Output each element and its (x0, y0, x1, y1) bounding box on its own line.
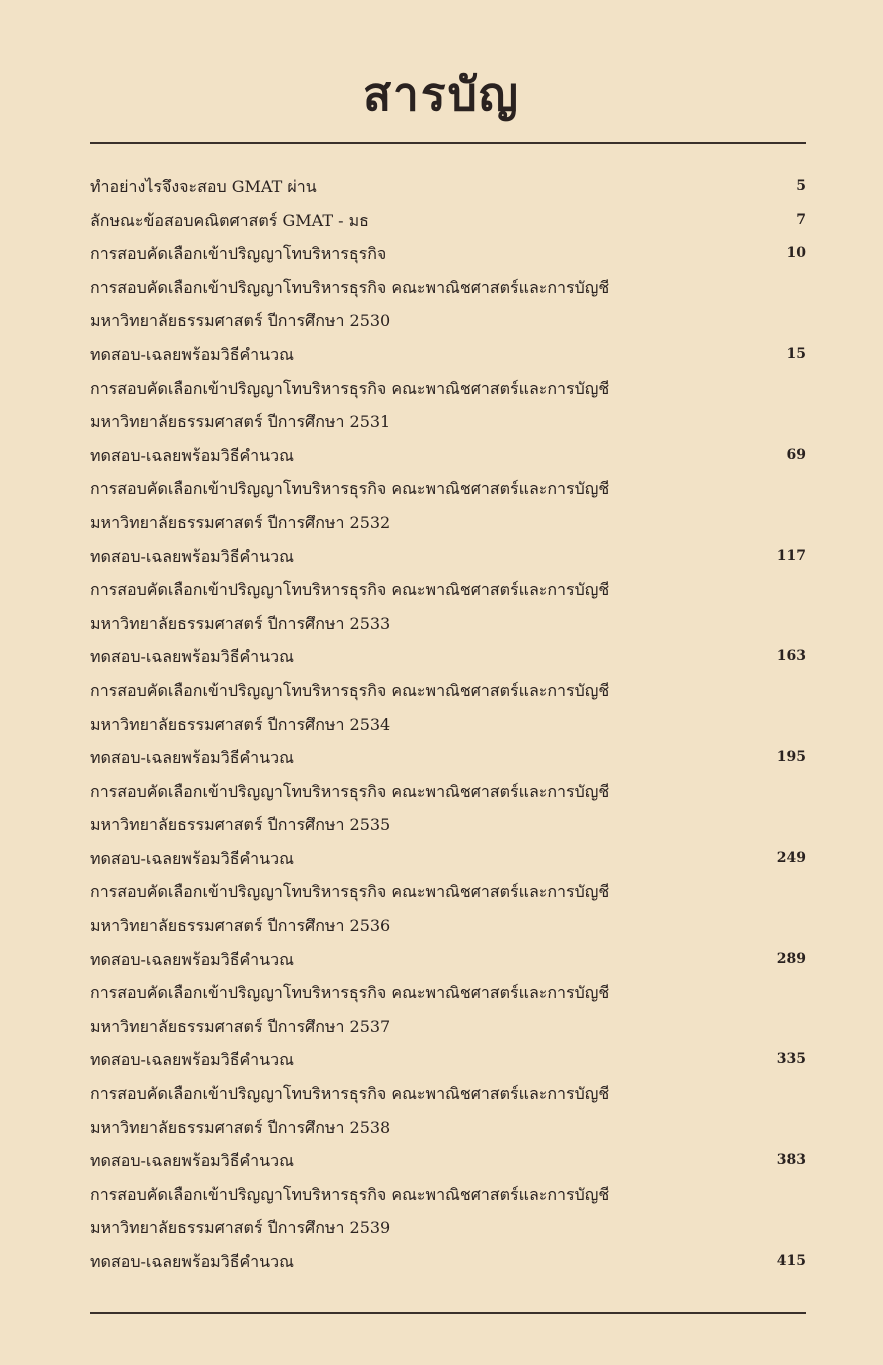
toc-entry-title: มหาวิทยาลัยธรรมศาสตร์ ปีการศึกษา 2531 (90, 412, 391, 432)
toc-entry (90, 1211, 806, 1245)
toc-entry (90, 1043, 806, 1077)
page-title: สารบัญ (362, 67, 520, 121)
toc-entry-title: การสอบคัดเลือกเข้าปริญญาโทบริหารธุรกิจ คณะพาณิชศาสตร์และการบัญชี (90, 1084, 610, 1104)
toc-entry (90, 943, 806, 977)
toc-entry (90, 439, 806, 473)
toc-entry (90, 1010, 806, 1044)
toc-entry (90, 472, 806, 506)
toc-entry-title: มหาวิทยาลัยธรรมศาสตร์ ปีการศึกษา 2532 (90, 512, 391, 532)
toc-entry-title: มหาวิทยาลัยธรรมศาสตร์ ปีการศึกษา 2536 (90, 916, 391, 936)
toc-entry-title: มหาวิทยาลัยธรรมศาสตร์ ปีการศึกษา 2534 (90, 714, 391, 734)
toc-entry (90, 338, 806, 372)
toc-page-number: 383 (776, 1152, 806, 1169)
toc-entry-title: ลักษณะข้อสอบคณิตศาสตร์ GMAT - มธ (90, 210, 369, 230)
title-divider (90, 142, 806, 144)
toc-page-number: 7 (796, 211, 806, 228)
toc-page-number: 163 (776, 648, 806, 665)
toc-entry (90, 271, 806, 305)
toc-entry-title: มหาวิทยาลัยธรรมศาสตร์ ปีการศึกษา 2530 (90, 311, 391, 331)
toc-entry-title: ทดสอบ-เฉลยพร้อมวิธีคำนวณ (90, 748, 294, 768)
toc-page-number: 117 (776, 547, 806, 564)
toc-entry-title: การสอบคัดเลือกเข้าปริญญาโทบริหารธุรกิจ คณะพาณิชศาสตร์และการบัญชี (90, 277, 610, 297)
toc-entry (90, 875, 806, 909)
toc-entry (90, 640, 806, 674)
toc-entry-title: การสอบคัดเลือกเข้าปริญญาโทบริหารธุรกิจ คณะพาณิชศาสตร์และการบัญชี (90, 580, 610, 600)
toc-entry (90, 1245, 806, 1279)
toc-entry-title: มหาวิทยาลัยธรรมศาสตร์ ปีการศึกษา 2539 (90, 1218, 391, 1238)
toc-entry (90, 1111, 806, 1145)
toc-entry (90, 237, 806, 271)
toc-entry (90, 741, 806, 775)
toc-entry (90, 775, 806, 809)
toc-page-number: 415 (776, 1253, 806, 1269)
toc-entry (90, 976, 806, 1010)
toc-entry-title: มหาวิทยาลัยธรรมศาสตร์ ปีการศึกษา 2535 (90, 815, 391, 835)
toc-entry (90, 708, 806, 742)
toc-entry-title: การสอบคัดเลือกเข้าปริญญาโทบริหารธุรกิจ (90, 244, 387, 264)
toc-entry-title: ทดสอบ-เฉลยพร้อมวิธีคำนวณ (90, 344, 294, 364)
toc-entry-title: ทดสอบ-เฉลยพร้อมวิธีคำนวณ (90, 647, 294, 667)
toc-entry-title: มหาวิทยาลัยธรรมศาสตร์ ปีการศึกษา 2538 (90, 1117, 391, 1137)
toc-entry-title: ทดสอบ-เฉลยพร้อมวิธีคำนวณ (90, 1050, 294, 1070)
toc-entry-title: ทำอย่างไรจึงจะสอบ GMAT ผ่าน (90, 177, 317, 196)
toc-entry-title: การสอบคัดเลือกเข้าปริญญาโทบริหารธุรกิจ คณะพาณิชศาสตร์และการบัญชี (90, 378, 610, 398)
toc-entry (90, 573, 806, 607)
toc-page-number: 15 (786, 345, 806, 362)
toc-entry (90, 372, 806, 406)
toc-entry-title: ทดสอบ-เฉลยพร้อมวิธีคำนวณ (90, 445, 294, 465)
toc-entry-title: การสอบคัดเลือกเข้าปริญญาโทบริหารธุรกิจ คณะพาณิชศาสตร์และการบัญชี (90, 680, 610, 700)
toc-entry-title: มหาวิทยาลัยธรรมศาสตร์ ปีการศึกษา 2537 (90, 1016, 391, 1036)
toc-entry-title: ทดสอบ-เฉลยพร้อมวิธีคำนวณ (90, 546, 294, 566)
table-of-contents (90, 170, 806, 1279)
toc-page-number: 249 (776, 849, 806, 866)
toc-entry (90, 1077, 806, 1111)
toc-entry-title: ทดสอบ-เฉลยพร้อมวิธีคำนวณ (90, 949, 294, 969)
toc-entry (90, 204, 806, 238)
toc-entry-title: การสอบคัดเลือกเข้าปริญญาโทบริหารธุรกิจ คณะพาณิชศาสตร์และการบัญชี (90, 983, 610, 1003)
toc-entry (90, 304, 806, 338)
toc-entry-title: การสอบคัดเลือกเข้าปริญญาโทบริหารธุรกิจ คณะพาณิชศาสตร์และการบัญชี (90, 479, 610, 499)
toc-entry (90, 1178, 806, 1212)
toc-entry (90, 842, 806, 876)
toc-entry-title: ทดสอบ-เฉลยพร้อมวิธีคำนวณ (90, 1151, 294, 1171)
toc-page-number: 335 (776, 1051, 806, 1068)
toc-entry (90, 607, 806, 641)
bottom-divider (90, 1312, 806, 1314)
toc-entry (90, 909, 806, 943)
toc-page-number: 69 (786, 446, 806, 463)
toc-entry-title: การสอบคัดเลือกเข้าปริญญาโทบริหารธุรกิจ คณะพาณิชศาสตร์และการบัญชี (90, 781, 610, 801)
toc-entry (90, 808, 806, 842)
toc-entry (90, 405, 806, 439)
toc-entry (90, 674, 806, 708)
toc-entry (90, 540, 806, 574)
toc-entry-title: ทดสอบ-เฉลยพร้อมวิธีคำนวณ (90, 848, 294, 868)
toc-page-number: 10 (786, 245, 806, 262)
toc-entry-title: การสอบคัดเลือกเข้าปริญญาโทบริหารธุรกิจ คณะพาณิชศาสตร์และการบัญชี (90, 882, 610, 902)
toc-page-number: 289 (776, 950, 806, 967)
toc-page-number: 195 (776, 749, 806, 766)
toc-entry-title: มหาวิทยาลัยธรรมศาสตร์ ปีการศึกษา 2533 (90, 613, 391, 633)
toc-entry (90, 170, 806, 204)
toc-entry-title: ทดสอบ-เฉลยพร้อมวิธีคำนวณ (90, 1252, 294, 1271)
toc-entry (90, 1144, 806, 1178)
toc-page-number: 5 (796, 178, 806, 194)
toc-entry-title: การสอบคัดเลือกเข้าปริญญาโทบริหารธุรกิจ คณะพาณิชศาสตร์และการบัญชี (90, 1184, 610, 1204)
toc-entry (90, 506, 806, 540)
